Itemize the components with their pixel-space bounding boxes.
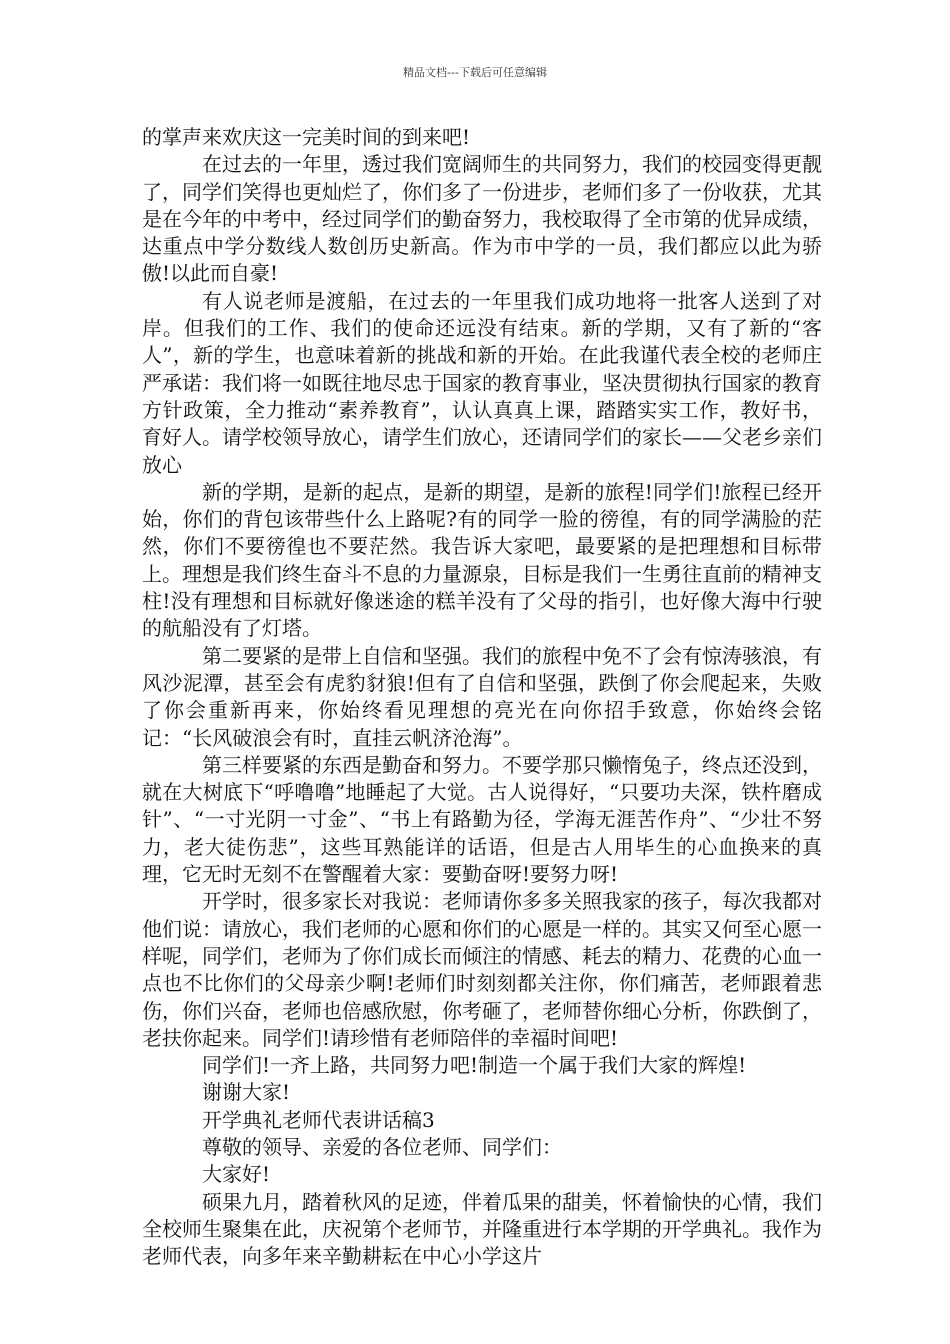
paragraph: 同学们!一齐上路，共同努力吧!制造一个属于我们大家的辉煌! [202, 1053, 747, 1078]
salutation: 尊敬的领导、亲爱的各位老师、同学们： [202, 1134, 562, 1159]
document-body [142, 124, 822, 1270]
paragraph: 开学时，很多家长对我说：老师请你多多关照我家的孩子，每次我都对他们说：请放心，我们老师的心愿和你们的心愿是一样的。其实又何至心愿一样呢，同学们，老师为了你们成长而倾注的情感、耗去的精力、花费的心血一点也不比你们的父母亲少啊!老师们时刻刻都关注你，你们痛苦，老师跟着悲伤，你们兴奋，老师也倍感欣慰，你考砸了，老师替你细心分析，你跌倒了，老扶你起来。同学们!请珍惜有老师陪伴的幸福时间吧! [142, 889, 822, 1050]
paragraph: 有人说老师是渡船，在过去的一年里我们成功地将一批客人送到了对岸。但我们的工作、我们的使命还远没有结束。新的学期，又有了新的“客人”，新的学生，也意味着新的挑战和新的开始。在此我谨代表全校的老师庄严承诺：我们将一如既往地尽忠于国家的教育事业，坚决贯彻执行国家的教育方针政策，全力推动“素养教育”，认认真真上课，踏踏实实工作，教好书，育好人。请学校领导放心，请学生们放心，还请同学们的家长——父老乡亲们放心 [142, 288, 822, 477]
paragraph: 硕果九月，踏着秋风的足迹，伴着瓜果的甜美，怀着愉快的心情，我们全校师生聚集在此，庆祝第个老师节，并隆重进行本学期的开学典礼。我作为老师代表，向多年来辛勤耕耘在中心小学这片 [142, 1189, 822, 1269]
paragraph: 新的学期，是新的起点，是新的期望，是新的旅程!同学们!旅程已经开始，你们的背包该带些什么上路呢?有的同学一脸的徬徨，有的同学满脸的茫然，你们不要徬徨也不要茫然。我告诉大家吧，最要紧的是把理想和目标带上。理想是我们终生奋斗不息的力量源泉，目标是我们一生勇往直前的精神支柱!没有理想和目标就好像迷途的糕羊没有了父母的指引，也好像大海中行驶的航船没有了灯塔。 [142, 479, 822, 641]
paragraph: 第三样要紧的东西是勤奋和努力。不要学那只懒惰兔子，终点还没到，就在大树底下“呼噜噜”地睡起了大觉。古人说得好，“只要功夫深，铁杵磨成针”、“一寸光阴一寸金”、“书上有路勤为径，学海无涯苦作舟”、“少壮不努力，老大徒伤悲”，这些耳熟能详的话语，但是古人用毕生的心血换来的真理，它无时无刻不在警醒着大家：要勤奋呀!要努力呀! [142, 752, 822, 887]
greeting: 大家好! [202, 1162, 271, 1187]
paragraph: 第二要紧的是带上自信和坚强。我们的旅程中免不了会有惊涛骇浪，有风沙泥潭，甚至会有虎豹豺狼!但有了自信和坚强，跌倒了你会爬起来，失败了你会重新再来，你始终看见理想的亮光在向你招手致意，你始终会铭记：“长风破浪会有时，直挂云帆济沧海”。 [142, 643, 822, 750]
page-header: 精品文档---下载后可任意编辑 [403, 66, 547, 79]
paragraph: 谢谢大家! [202, 1080, 291, 1105]
section-title: 开学典礼老师代表讲话稿3 [202, 1107, 435, 1132]
paragraph: 在过去的一年里，透过我们宽阔师生的共同努力，我们的校园变得更靓了，同学们笑得也更灿烂了，你们多了一份进步，老师们多了一份收获，尤其是在今年的中考中，经过同学们的勤奋努力，我校取得了全市第的优异成绩，达重点中学分数线人数创历史新高。作为市中学的一员，我们都应以此为骄傲!以此而自豪! [142, 152, 822, 286]
paragraph: 的掌声来欢庆这一完美时间的到来吧! [142, 125, 471, 149]
